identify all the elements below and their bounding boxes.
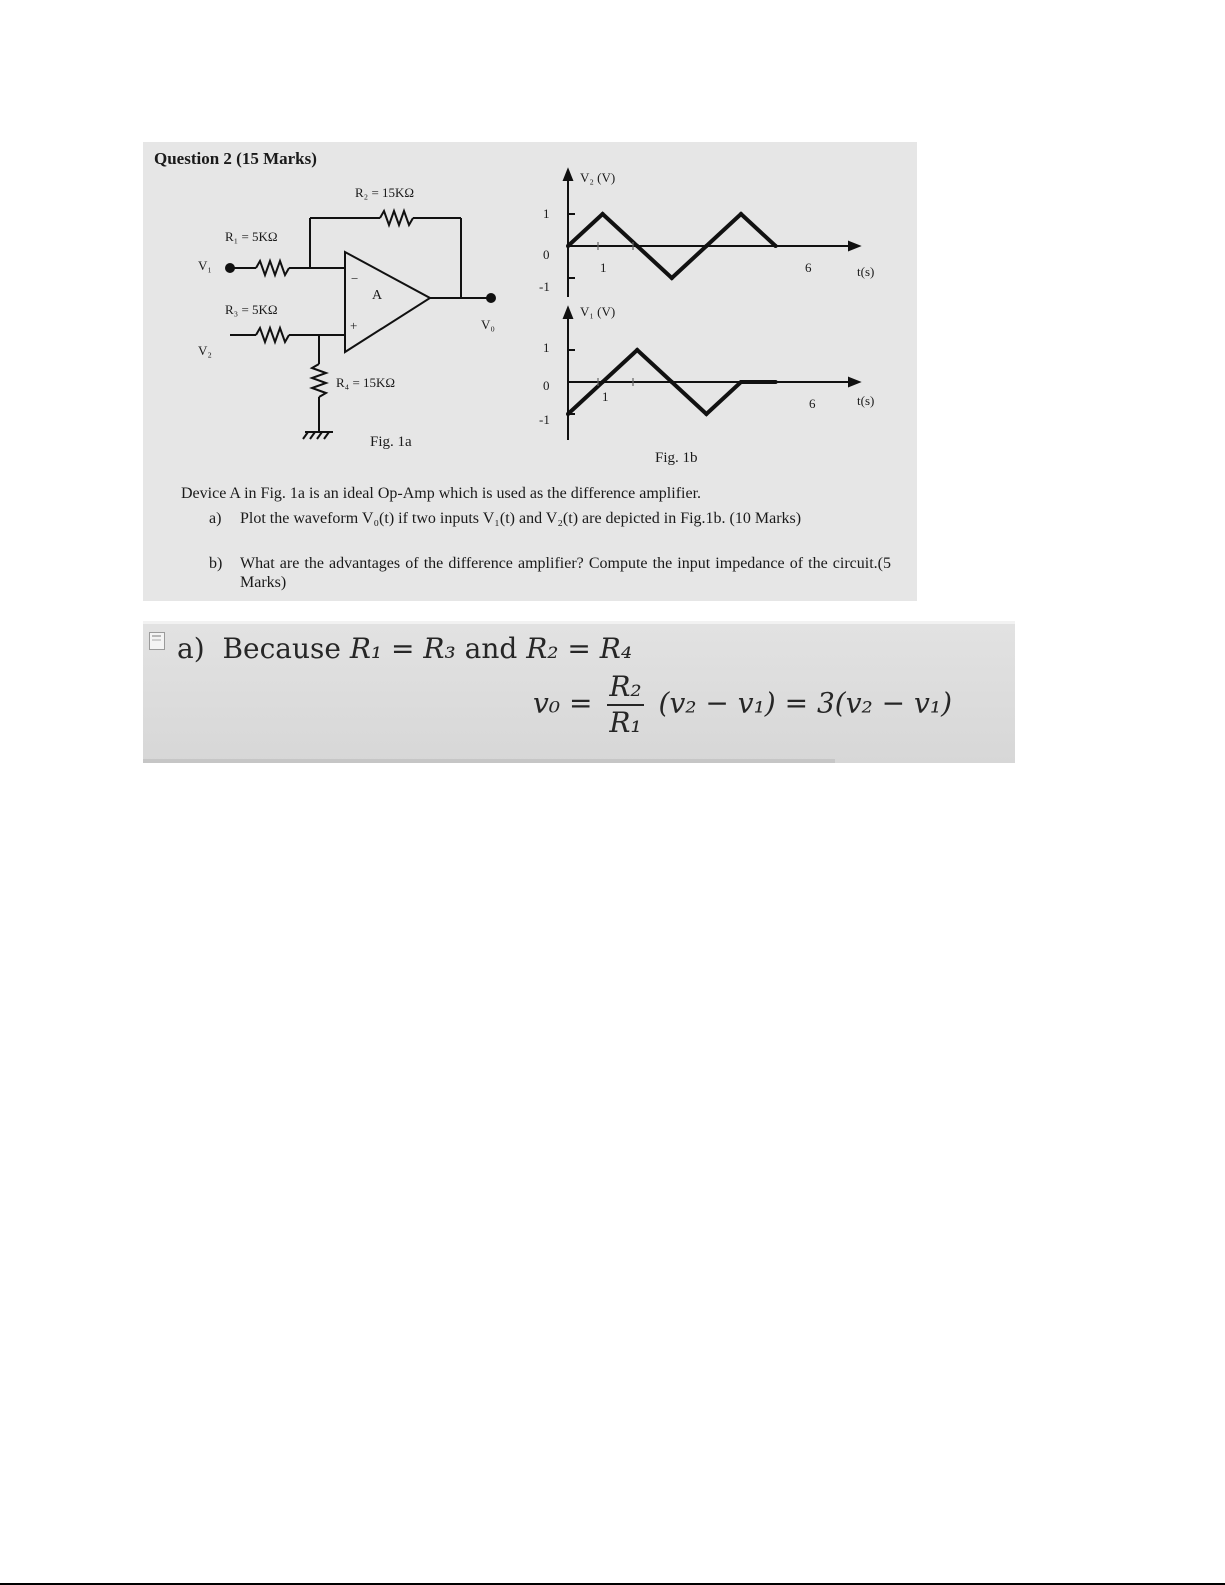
fig-1a-caption: Fig. 1a (370, 434, 412, 450)
question-intro: Device A in Fig. 1a is an ideal Op-Amp which is used as the difference amplifier. (181, 485, 702, 502)
v1-axis-label: V₁ (V) (580, 304, 616, 319)
v2-tick-0: 0 (543, 247, 550, 262)
v2-tick-1: 1 (543, 206, 550, 221)
op-amp-symbol (345, 252, 430, 352)
v2-x-tick-1: 1 (600, 260, 607, 275)
r4-label: R₄ = 15KΩ (336, 375, 396, 390)
plus-input-label: + (350, 318, 358, 333)
v2-axis-label: V₂ (V) (580, 170, 616, 185)
answer-prefix: a) (177, 632, 205, 665)
answer-line-2 (533, 670, 952, 740)
r2-resistor (380, 211, 413, 225)
item-a-text: Plot the waveform V₀(t) if two inputs V₁(t) and V₂(t) are depicted in Fig.1b. (10 Marks) (240, 510, 802, 527)
fraction-numerator: R₂ (607, 670, 643, 706)
v2-waveform-vertex (774, 244, 778, 248)
v1-tick-1: 1 (543, 340, 550, 355)
answer-because: Because (222, 632, 341, 665)
v2-waveform-vertex (739, 212, 743, 216)
equation-r2-r4: R₂ = R₄ (526, 632, 633, 665)
answer-line-1 (177, 632, 632, 665)
r3-resistor (256, 328, 289, 342)
v2-time-label: t(s) (857, 264, 875, 279)
v1-waveform-vertex (774, 380, 778, 384)
v1-waveform-vertex (739, 380, 743, 384)
note-icon (149, 632, 165, 650)
v1-time-label: t(s) (857, 393, 875, 408)
minus-input-label: − (351, 271, 359, 286)
vo-output-label: V₀ (481, 317, 495, 332)
v1-input-label: V₁ (198, 258, 212, 273)
v2-waveform-vertex (704, 244, 708, 248)
answer-and: and (464, 632, 518, 665)
v2-waveform-vertex (601, 212, 605, 216)
v1-x-tick-1: 1 (602, 389, 609, 404)
v2-waveform-vertex (635, 244, 639, 248)
equation-r1-r3: R₁ = R₃ (349, 632, 456, 665)
device-a-label: A (372, 288, 383, 303)
question-card (143, 142, 917, 601)
vo-lhs: v₀ = (533, 686, 593, 720)
v1-waveform-vertex (670, 380, 674, 384)
v1-waveform-vertex (601, 380, 605, 384)
r1-label: R₁ = 5KΩ (225, 229, 278, 244)
v1-tick-neg1: -1 (539, 412, 550, 427)
v1-tick-0: 0 (543, 378, 550, 393)
circuit-diagram (226, 211, 495, 439)
fig-1b-caption: Fig. 1b (655, 450, 698, 466)
gain-fraction (607, 670, 643, 740)
r4-resistor (312, 364, 326, 397)
answer-card (143, 621, 1015, 763)
item-a-marker: a) (209, 510, 222, 527)
vo-terminal (487, 294, 495, 302)
v1-waveform-vertex (566, 412, 570, 416)
v1-waveform-vertex (704, 412, 708, 416)
question-item-a (211, 509, 891, 549)
v2-waveform-vertex (566, 244, 570, 248)
item-b-text: What are the advantages of the difference amplifier? Compute the input impedance of the circuit.(5 Marks) (240, 555, 891, 591)
v2-input-label: V₂ (198, 343, 212, 358)
v1-waveform-vertex (635, 348, 639, 352)
v1-x-tick-6: 6 (809, 396, 816, 411)
r2-label: R₂ = 15KΩ (355, 185, 415, 200)
vo-rhs: (v₂ − v₁) = 3(v₂ − v₁) (658, 686, 952, 720)
v2-tick-neg1: -1 (539, 279, 550, 294)
r1-resistor (256, 261, 289, 275)
v2-waveform-vertex (670, 276, 674, 280)
fraction-denominator: R₁ (609, 706, 642, 739)
v2-x-tick-6: 6 (805, 260, 812, 275)
item-b-marker: b) (209, 555, 223, 572)
r3-label: R₃ = 5KΩ (225, 302, 278, 317)
question-item-b (211, 554, 891, 594)
question-title: Question 2 (15 Marks) (154, 149, 317, 168)
